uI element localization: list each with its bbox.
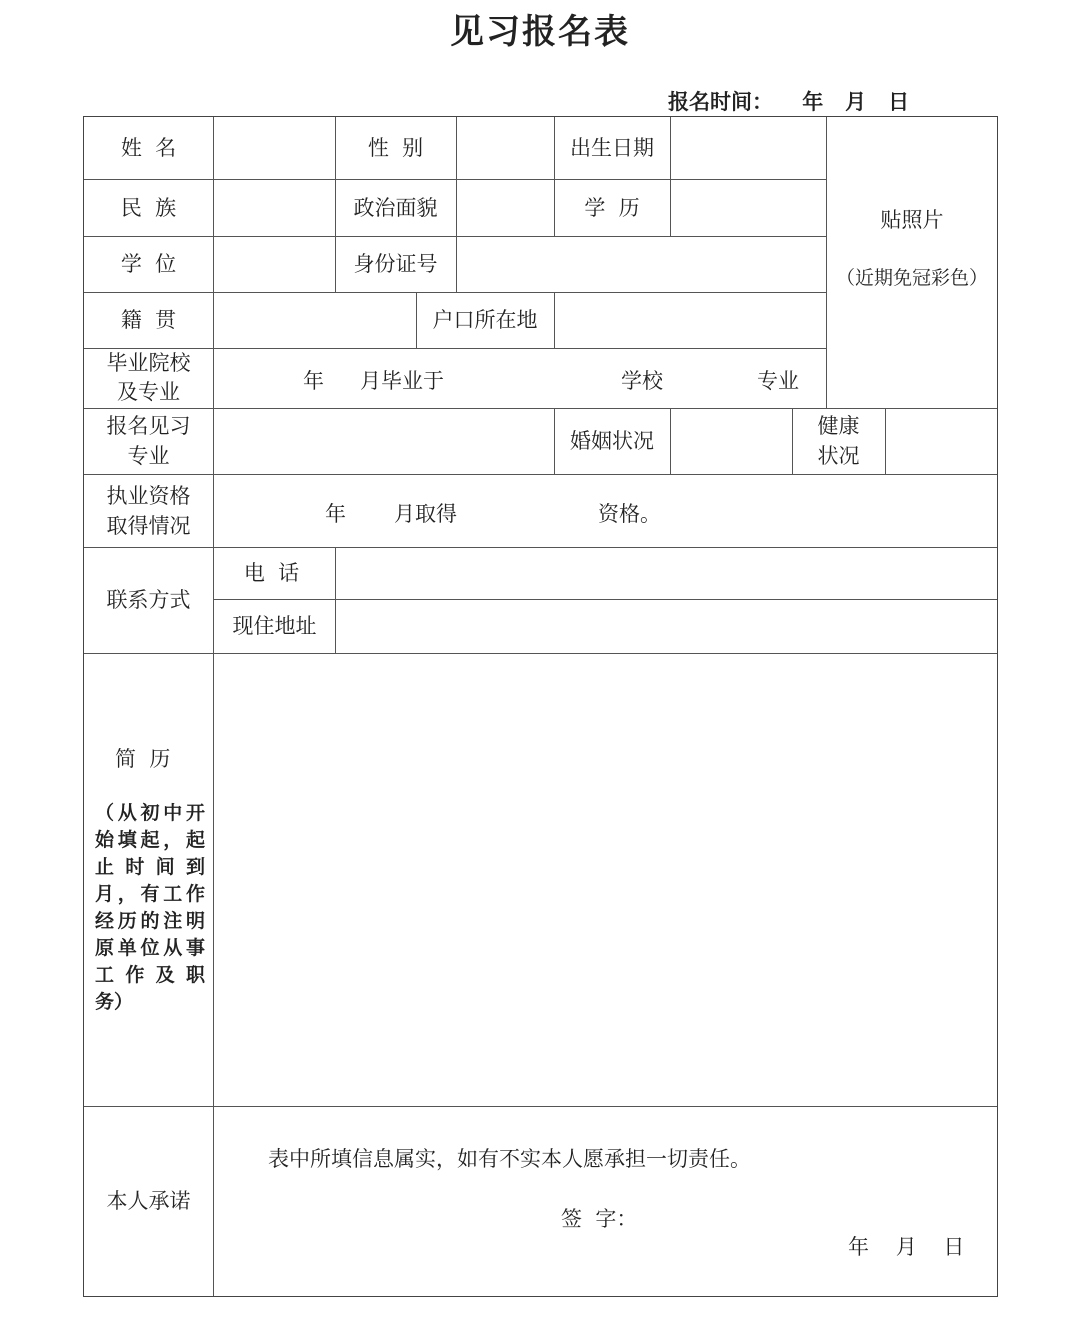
- ethnicity-label: 民 族: [120, 195, 177, 220]
- health-status-label: 健康 状况: [817, 414, 860, 468]
- resume-field[interactable]: [214, 653, 997, 1106]
- school-major-label: 毕业院校 及专业: [106, 351, 191, 404]
- qual-name-text: 资格。: [598, 502, 661, 526]
- degree-label: 学 位: [120, 252, 177, 276]
- contact-label: 联系方式: [106, 588, 191, 612]
- marital-status-label: 婚姻状况: [570, 429, 654, 453]
- pledge-date: 年 月 日: [848, 1235, 965, 1259]
- native-place-field[interactable]: [214, 292, 416, 348]
- education-label: 学 历: [584, 195, 640, 220]
- resume-note-line: 原单位从事: [95, 937, 205, 959]
- grad-year-text: 年: [303, 369, 324, 393]
- resume-note-line: （从初中开: [95, 802, 205, 824]
- gender-label: 性 别: [367, 136, 424, 160]
- photo-label: 贴照片: [880, 208, 944, 232]
- phone-field[interactable]: [336, 547, 997, 599]
- grad-major-text: 专业: [757, 369, 799, 393]
- resume-note-line: 务）: [95, 991, 134, 1013]
- apply-date: 报名时间： 年 月 日: [668, 89, 910, 114]
- form-title: 见习报名表: [450, 12, 630, 52]
- apply-major-field[interactable]: [214, 408, 554, 474]
- pledge-text: 表中所填信息属实，如有不实本人愿承担一切责任。: [268, 1147, 751, 1171]
- political-status-label: 政治面貌: [353, 195, 438, 220]
- address-label: 现住地址: [232, 614, 317, 638]
- photo-note: （近期免冠彩色）: [835, 267, 988, 289]
- resume-note-line: 月，有工作: [95, 883, 205, 905]
- resume-label: 简 历: [115, 747, 171, 771]
- qual-year-text: 年: [325, 502, 346, 526]
- signature-label: 签 字：: [561, 1207, 638, 1231]
- hukou-field[interactable]: [555, 292, 826, 348]
- name-field[interactable]: [214, 117, 335, 179]
- political-status-field[interactable]: [457, 179, 554, 236]
- name-label: 姓 名: [120, 136, 177, 160]
- resume-note-line: 始填起，起: [95, 829, 205, 851]
- native-place-label: 籍 贯: [120, 308, 177, 332]
- qualification-label: 执业资格 取得情况: [106, 483, 191, 538]
- resume-note: [95, 800, 205, 1016]
- id-number-field[interactable]: [457, 236, 826, 292]
- marital-status-field[interactable]: [671, 408, 792, 474]
- birth-date-field[interactable]: [671, 117, 826, 179]
- qual-month-text: 月取得: [394, 502, 457, 526]
- address-field[interactable]: [336, 599, 997, 653]
- health-status-field[interactable]: [886, 408, 997, 474]
- row-line: [84, 474, 997, 475]
- grad-month-text: 月毕业于: [360, 369, 444, 393]
- resume-note-line: 工作及职: [95, 964, 205, 986]
- hukou-label: 户口所在地: [432, 308, 538, 332]
- pledge-label: 本人承诺: [106, 1189, 191, 1213]
- degree-field[interactable]: [214, 236, 335, 292]
- ethnicity-field[interactable]: [214, 179, 335, 236]
- education-field[interactable]: [671, 179, 826, 236]
- gender-field[interactable]: [457, 117, 554, 179]
- phone-label: 电 话: [243, 561, 300, 585]
- resume-note-line: 经历的注明: [95, 910, 205, 932]
- resume-note-line: 止时间到: [95, 856, 205, 878]
- id-number-label: 身份证号: [353, 252, 438, 276]
- row-line: [84, 1106, 997, 1107]
- grad-school-text: 学校: [621, 369, 663, 393]
- birth-date-label: 出生日期: [570, 136, 654, 160]
- apply-major-label: 报名见习 专业: [106, 414, 191, 468]
